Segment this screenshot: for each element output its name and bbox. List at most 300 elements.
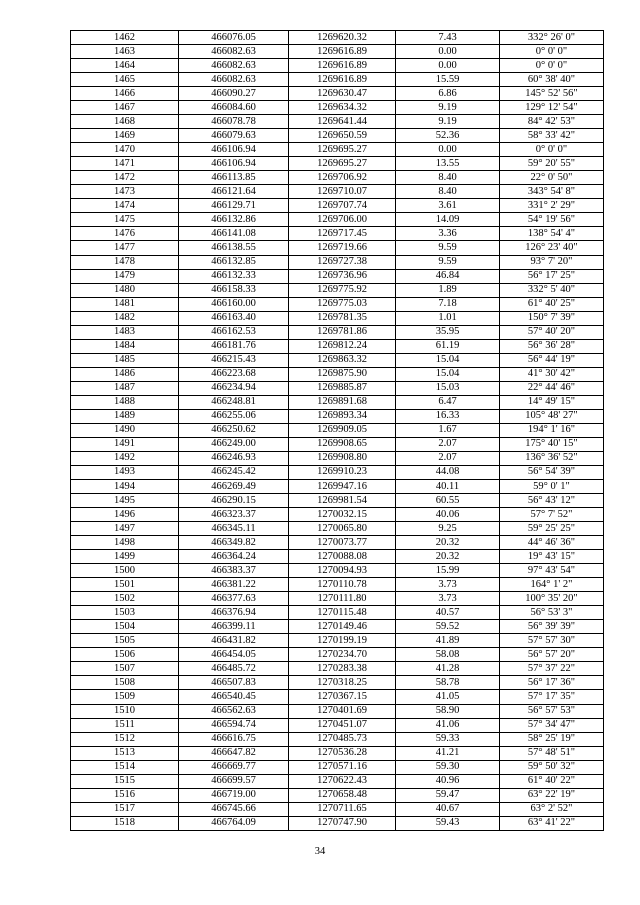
coordinate-table-body (71, 31, 604, 831)
distance-cell: 1.67 (396, 423, 500, 437)
table-row (71, 143, 604, 157)
distance-cell: 59.43 (396, 816, 500, 830)
easting-cell: 466364.24 (179, 550, 289, 564)
bearing-cell: 58° 33' 42" (500, 129, 604, 143)
distance-cell: 9.59 (396, 241, 500, 255)
point-id-cell: 1511 (71, 718, 179, 732)
easting-cell: 466215.43 (179, 353, 289, 367)
bearing-cell: 138° 54' 4" (500, 227, 604, 241)
easting-cell: 466540.45 (179, 690, 289, 704)
distance-cell: 59.52 (396, 620, 500, 634)
easting-cell: 466669.77 (179, 760, 289, 774)
bearing-cell: 97° 43' 54" (500, 564, 604, 578)
bearing-cell: 22° 0' 50" (500, 171, 604, 185)
distance-cell: 15.04 (396, 367, 500, 381)
distance-cell: 15.99 (396, 564, 500, 578)
northing-cell: 1270065.80 (289, 522, 396, 536)
easting-cell: 466431.82 (179, 634, 289, 648)
distance-cell: 3.61 (396, 199, 500, 213)
point-id-cell: 1496 (71, 508, 179, 522)
easting-cell: 466562.63 (179, 704, 289, 718)
distance-cell: 40.11 (396, 480, 500, 494)
table-row (71, 157, 604, 171)
point-id-cell: 1503 (71, 606, 179, 620)
easting-cell: 466132.33 (179, 269, 289, 283)
bearing-cell: 59° 20' 55" (500, 157, 604, 171)
distance-cell: 60.55 (396, 494, 500, 508)
distance-cell: 2.07 (396, 451, 500, 465)
bearing-cell: 0° 0' 0" (500, 45, 604, 59)
northing-cell: 1269727.38 (289, 255, 396, 269)
easting-cell: 466377.63 (179, 592, 289, 606)
northing-cell: 1269775.03 (289, 297, 396, 311)
easting-cell: 466121.64 (179, 185, 289, 199)
table-row (71, 171, 604, 185)
easting-cell: 466078.78 (179, 115, 289, 129)
northing-cell: 1270711.65 (289, 802, 396, 816)
table-row (71, 592, 604, 606)
bearing-cell: 56° 36' 28" (500, 339, 604, 353)
table-row (71, 367, 604, 381)
easting-cell: 466250.62 (179, 423, 289, 437)
point-id-cell: 1488 (71, 395, 179, 409)
table-row (71, 185, 604, 199)
bearing-cell: 57° 57' 30" (500, 634, 604, 648)
bearing-cell: 63° 41' 22" (500, 816, 604, 830)
table-row (71, 788, 604, 802)
northing-cell: 1270622.43 (289, 774, 396, 788)
bearing-cell: 19° 43' 15" (500, 550, 604, 564)
bearing-cell: 56° 43' 12" (500, 494, 604, 508)
point-id-cell: 1518 (71, 816, 179, 830)
distance-cell: 41.05 (396, 690, 500, 704)
point-id-cell: 1476 (71, 227, 179, 241)
easting-cell: 466141.08 (179, 227, 289, 241)
easting-cell: 466349.82 (179, 536, 289, 550)
point-id-cell: 1465 (71, 73, 179, 87)
table-row (71, 802, 604, 816)
bearing-cell: 57° 7' 52" (500, 508, 604, 522)
easting-cell: 466248.81 (179, 395, 289, 409)
northing-cell: 1269620.32 (289, 31, 396, 45)
distance-cell: 15.03 (396, 381, 500, 395)
northing-cell: 1269908.80 (289, 451, 396, 465)
easting-cell: 466113.85 (179, 171, 289, 185)
point-id-cell: 1473 (71, 185, 179, 199)
northing-cell: 1269616.89 (289, 73, 396, 87)
northing-cell: 1270283.38 (289, 662, 396, 676)
easting-cell: 466594.74 (179, 718, 289, 732)
point-id-cell: 1512 (71, 732, 179, 746)
table-row (71, 45, 604, 59)
point-id-cell: 1495 (71, 494, 179, 508)
bearing-cell: 56° 17' 36" (500, 676, 604, 690)
table-row (71, 522, 604, 536)
point-id-cell: 1487 (71, 381, 179, 395)
table-row (71, 480, 604, 494)
northing-cell: 1269695.27 (289, 143, 396, 157)
distance-cell: 61.19 (396, 339, 500, 353)
bearing-cell: 63° 22' 19" (500, 788, 604, 802)
distance-cell: 3.36 (396, 227, 500, 241)
easting-cell: 466082.63 (179, 45, 289, 59)
point-id-cell: 1483 (71, 325, 179, 339)
table-row (71, 255, 604, 269)
easting-cell: 466399.11 (179, 620, 289, 634)
point-id-cell: 1504 (71, 620, 179, 634)
easting-cell: 466082.63 (179, 73, 289, 87)
bearing-cell: 54° 19' 56" (500, 213, 604, 227)
point-id-cell: 1466 (71, 87, 179, 101)
northing-cell: 1269893.34 (289, 409, 396, 423)
easting-cell: 466323.37 (179, 508, 289, 522)
distance-cell: 6.47 (396, 395, 500, 409)
easting-cell: 466719.00 (179, 788, 289, 802)
table-row (71, 129, 604, 143)
point-id-cell: 1508 (71, 676, 179, 690)
bearing-cell: 56° 17' 25" (500, 269, 604, 283)
distance-cell: 41.89 (396, 634, 500, 648)
point-id-cell: 1498 (71, 536, 179, 550)
northing-cell: 1269710.07 (289, 185, 396, 199)
distance-cell: 52.36 (396, 129, 500, 143)
point-id-cell: 1493 (71, 465, 179, 479)
distance-cell: 15.59 (396, 73, 500, 87)
easting-cell: 466160.00 (179, 297, 289, 311)
point-id-cell: 1479 (71, 269, 179, 283)
distance-cell: 40.57 (396, 606, 500, 620)
coordinate-table (70, 30, 604, 831)
bearing-cell: 56° 53' 3" (500, 606, 604, 620)
bearing-cell: 150° 7' 39" (500, 311, 604, 325)
bearing-cell: 56° 57' 20" (500, 648, 604, 662)
northing-cell: 1269616.89 (289, 45, 396, 59)
northing-cell: 1270111.80 (289, 592, 396, 606)
table-row (71, 451, 604, 465)
distance-cell: 2.07 (396, 437, 500, 451)
point-id-cell: 1501 (71, 578, 179, 592)
distance-cell: 58.08 (396, 648, 500, 662)
northing-cell: 1269616.89 (289, 59, 396, 73)
easting-cell: 466090.27 (179, 87, 289, 101)
distance-cell: 14.09 (396, 213, 500, 227)
distance-cell: 41.06 (396, 718, 500, 732)
table-row (71, 648, 604, 662)
easting-cell: 466076.05 (179, 31, 289, 45)
northing-cell: 1269908.65 (289, 437, 396, 451)
bearing-cell: 61° 40' 25" (500, 297, 604, 311)
easting-cell: 466132.86 (179, 213, 289, 227)
distance-cell: 41.28 (396, 662, 500, 676)
distance-cell: 9.19 (396, 115, 500, 129)
northing-cell: 1269650.59 (289, 129, 396, 143)
distance-cell: 3.73 (396, 578, 500, 592)
table-row (71, 508, 604, 522)
bearing-cell: 22° 44' 46" (500, 381, 604, 395)
easting-cell: 466383.37 (179, 564, 289, 578)
table-row (71, 325, 604, 339)
table-row (71, 536, 604, 550)
point-id-cell: 1509 (71, 690, 179, 704)
easting-cell: 466376.94 (179, 606, 289, 620)
northing-cell: 1269910.23 (289, 465, 396, 479)
point-id-cell: 1468 (71, 115, 179, 129)
northing-cell: 1269981.54 (289, 494, 396, 508)
table-row (71, 339, 604, 353)
distance-cell: 41.21 (396, 746, 500, 760)
bearing-cell: 56° 57' 53" (500, 704, 604, 718)
northing-cell: 1269634.32 (289, 101, 396, 115)
distance-cell: 8.40 (396, 185, 500, 199)
distance-cell: 44.08 (396, 465, 500, 479)
bearing-cell: 93° 7' 20" (500, 255, 604, 269)
table-row (71, 87, 604, 101)
point-id-cell: 1477 (71, 241, 179, 255)
point-id-cell: 1486 (71, 367, 179, 381)
table-row (71, 213, 604, 227)
distance-cell: 40.06 (396, 508, 500, 522)
bearing-cell: 332° 26' 0" (500, 31, 604, 45)
table-row (71, 732, 604, 746)
northing-cell: 1270149.46 (289, 620, 396, 634)
table-row (71, 437, 604, 451)
bearing-cell: 129° 12' 54" (500, 101, 604, 115)
bearing-cell: 145° 52' 56" (500, 87, 604, 101)
distance-cell: 15.04 (396, 353, 500, 367)
table-row (71, 31, 604, 45)
table-row (71, 59, 604, 73)
easting-cell: 466162.53 (179, 325, 289, 339)
bearing-cell: 331° 2' 29" (500, 199, 604, 213)
distance-cell: 16.33 (396, 409, 500, 423)
northing-cell: 1270485.73 (289, 732, 396, 746)
table-row (71, 774, 604, 788)
point-id-cell: 1500 (71, 564, 179, 578)
point-id-cell: 1481 (71, 297, 179, 311)
point-id-cell: 1482 (71, 311, 179, 325)
northing-cell: 1270073.77 (289, 536, 396, 550)
easting-cell: 466345.11 (179, 522, 289, 536)
table-row (71, 353, 604, 367)
table-row (71, 269, 604, 283)
distance-cell: 0.00 (396, 59, 500, 73)
table-row (71, 227, 604, 241)
table-row (71, 241, 604, 255)
easting-cell: 466647.82 (179, 746, 289, 760)
northing-cell: 1270318.25 (289, 676, 396, 690)
point-id-cell: 1515 (71, 774, 179, 788)
point-id-cell: 1467 (71, 101, 179, 115)
northing-cell: 1269812.24 (289, 339, 396, 353)
table-row (71, 494, 604, 508)
easting-cell: 466290.15 (179, 494, 289, 508)
bearing-cell: 61° 40' 22" (500, 774, 604, 788)
point-id-cell: 1489 (71, 409, 179, 423)
northing-cell: 1270658.48 (289, 788, 396, 802)
easting-cell: 466129.71 (179, 199, 289, 213)
northing-cell: 1269719.66 (289, 241, 396, 255)
table-row (71, 760, 604, 774)
point-id-cell: 1469 (71, 129, 179, 143)
distance-cell: 6.86 (396, 87, 500, 101)
table-row (71, 606, 604, 620)
easting-cell: 466699.57 (179, 774, 289, 788)
bearing-cell: 60° 38' 40" (500, 73, 604, 87)
easting-cell: 466255.06 (179, 409, 289, 423)
table-row (71, 564, 604, 578)
point-id-cell: 1497 (71, 522, 179, 536)
point-id-cell: 1478 (71, 255, 179, 269)
table-row (71, 409, 604, 423)
northing-cell: 1269695.27 (289, 157, 396, 171)
point-id-cell: 1485 (71, 353, 179, 367)
distance-cell: 59.33 (396, 732, 500, 746)
northing-cell: 1270367.15 (289, 690, 396, 704)
northing-cell: 1269947.16 (289, 480, 396, 494)
northing-cell: 1269781.35 (289, 311, 396, 325)
distance-cell: 20.32 (396, 550, 500, 564)
point-id-cell: 1513 (71, 746, 179, 760)
table-row (71, 423, 604, 437)
northing-cell: 1270571.16 (289, 760, 396, 774)
northing-cell: 1269863.32 (289, 353, 396, 367)
bearing-cell: 194° 1' 16" (500, 423, 604, 437)
bearing-cell: 57° 17' 35" (500, 690, 604, 704)
table-row (71, 718, 604, 732)
table-row (71, 283, 604, 297)
table-row (71, 395, 604, 409)
table-row (71, 101, 604, 115)
northing-cell: 1269891.68 (289, 395, 396, 409)
table-row (71, 816, 604, 830)
easting-cell: 466246.93 (179, 451, 289, 465)
table-row (71, 634, 604, 648)
easting-cell: 466381.22 (179, 578, 289, 592)
northing-cell: 1270110.78 (289, 578, 396, 592)
easting-cell: 466269.49 (179, 480, 289, 494)
table-row (71, 297, 604, 311)
distance-cell: 8.40 (396, 171, 500, 185)
distance-cell: 0.00 (396, 143, 500, 157)
easting-cell: 466079.63 (179, 129, 289, 143)
point-id-cell: 1516 (71, 788, 179, 802)
point-id-cell: 1510 (71, 704, 179, 718)
bearing-cell: 0° 0' 0" (500, 59, 604, 73)
easting-cell: 466616.75 (179, 732, 289, 746)
distance-cell: 58.90 (396, 704, 500, 718)
table-row (71, 676, 604, 690)
easting-cell: 466138.55 (179, 241, 289, 255)
table-row (71, 704, 604, 718)
point-id-cell: 1475 (71, 213, 179, 227)
easting-cell: 466106.94 (179, 157, 289, 171)
bearing-cell: 44° 46' 36" (500, 536, 604, 550)
bearing-cell: 59° 25' 25" (500, 522, 604, 536)
table-row (71, 199, 604, 213)
point-id-cell: 1502 (71, 592, 179, 606)
distance-cell: 1.89 (396, 283, 500, 297)
distance-cell: 7.43 (396, 31, 500, 45)
bearing-cell: 57° 34' 47" (500, 718, 604, 732)
northing-cell: 1270234.70 (289, 648, 396, 662)
bearing-cell: 100° 35' 20" (500, 592, 604, 606)
easting-cell: 466234.94 (179, 381, 289, 395)
point-id-cell: 1464 (71, 59, 179, 73)
northing-cell: 1270088.08 (289, 550, 396, 564)
easting-cell: 466106.94 (179, 143, 289, 157)
point-id-cell: 1517 (71, 802, 179, 816)
northing-cell: 1270032.15 (289, 508, 396, 522)
distance-cell: 58.78 (396, 676, 500, 690)
northing-cell: 1270747.90 (289, 816, 396, 830)
northing-cell: 1269885.87 (289, 381, 396, 395)
table-row (71, 746, 604, 760)
northing-cell: 1270451.07 (289, 718, 396, 732)
point-id-cell: 1505 (71, 634, 179, 648)
bearing-cell: 59° 0' 1" (500, 480, 604, 494)
bearing-cell: 84° 42' 53" (500, 115, 604, 129)
distance-cell: 3.73 (396, 592, 500, 606)
page-number: 34 (314, 846, 326, 857)
point-id-cell: 1474 (71, 199, 179, 213)
easting-cell: 466181.76 (179, 339, 289, 353)
northing-cell: 1269717.45 (289, 227, 396, 241)
northing-cell: 1269641.44 (289, 115, 396, 129)
bearing-cell: 126° 23' 40" (500, 241, 604, 255)
table-row (71, 662, 604, 676)
distance-cell: 7.18 (396, 297, 500, 311)
bearing-cell: 58° 25' 19" (500, 732, 604, 746)
distance-cell: 0.00 (396, 45, 500, 59)
bearing-cell: 175° 40' 15" (500, 437, 604, 451)
bearing-cell: 59° 50' 32" (500, 760, 604, 774)
distance-cell: 59.47 (396, 788, 500, 802)
bearing-cell: 105° 48' 27" (500, 409, 604, 423)
bearing-cell: 164° 1' 2" (500, 578, 604, 592)
table-row (71, 550, 604, 564)
point-id-cell: 1506 (71, 648, 179, 662)
easting-cell: 466132.85 (179, 255, 289, 269)
distance-cell: 1.01 (396, 311, 500, 325)
table-row (71, 578, 604, 592)
northing-cell: 1269875.90 (289, 367, 396, 381)
table-row (71, 73, 604, 87)
table-row (71, 690, 604, 704)
northing-cell: 1270536.28 (289, 746, 396, 760)
point-id-cell: 1494 (71, 480, 179, 494)
northing-cell: 1269707.74 (289, 199, 396, 213)
distance-cell: 40.67 (396, 802, 500, 816)
bearing-cell: 0° 0' 0" (500, 143, 604, 157)
distance-cell: 9.19 (396, 101, 500, 115)
northing-cell: 1269781.86 (289, 325, 396, 339)
easting-cell: 466245.42 (179, 465, 289, 479)
table-row (71, 311, 604, 325)
point-id-cell: 1470 (71, 143, 179, 157)
point-id-cell: 1462 (71, 31, 179, 45)
easting-cell: 466764.09 (179, 816, 289, 830)
northing-cell: 1270199.19 (289, 634, 396, 648)
point-id-cell: 1463 (71, 45, 179, 59)
bearing-cell: 56° 39' 39" (500, 620, 604, 634)
distance-cell: 9.25 (396, 522, 500, 536)
table-row (71, 115, 604, 129)
easting-cell: 466158.33 (179, 283, 289, 297)
easting-cell: 466163.40 (179, 311, 289, 325)
distance-cell: 59.30 (396, 760, 500, 774)
northing-cell: 1270094.93 (289, 564, 396, 578)
northing-cell: 1269706.92 (289, 171, 396, 185)
